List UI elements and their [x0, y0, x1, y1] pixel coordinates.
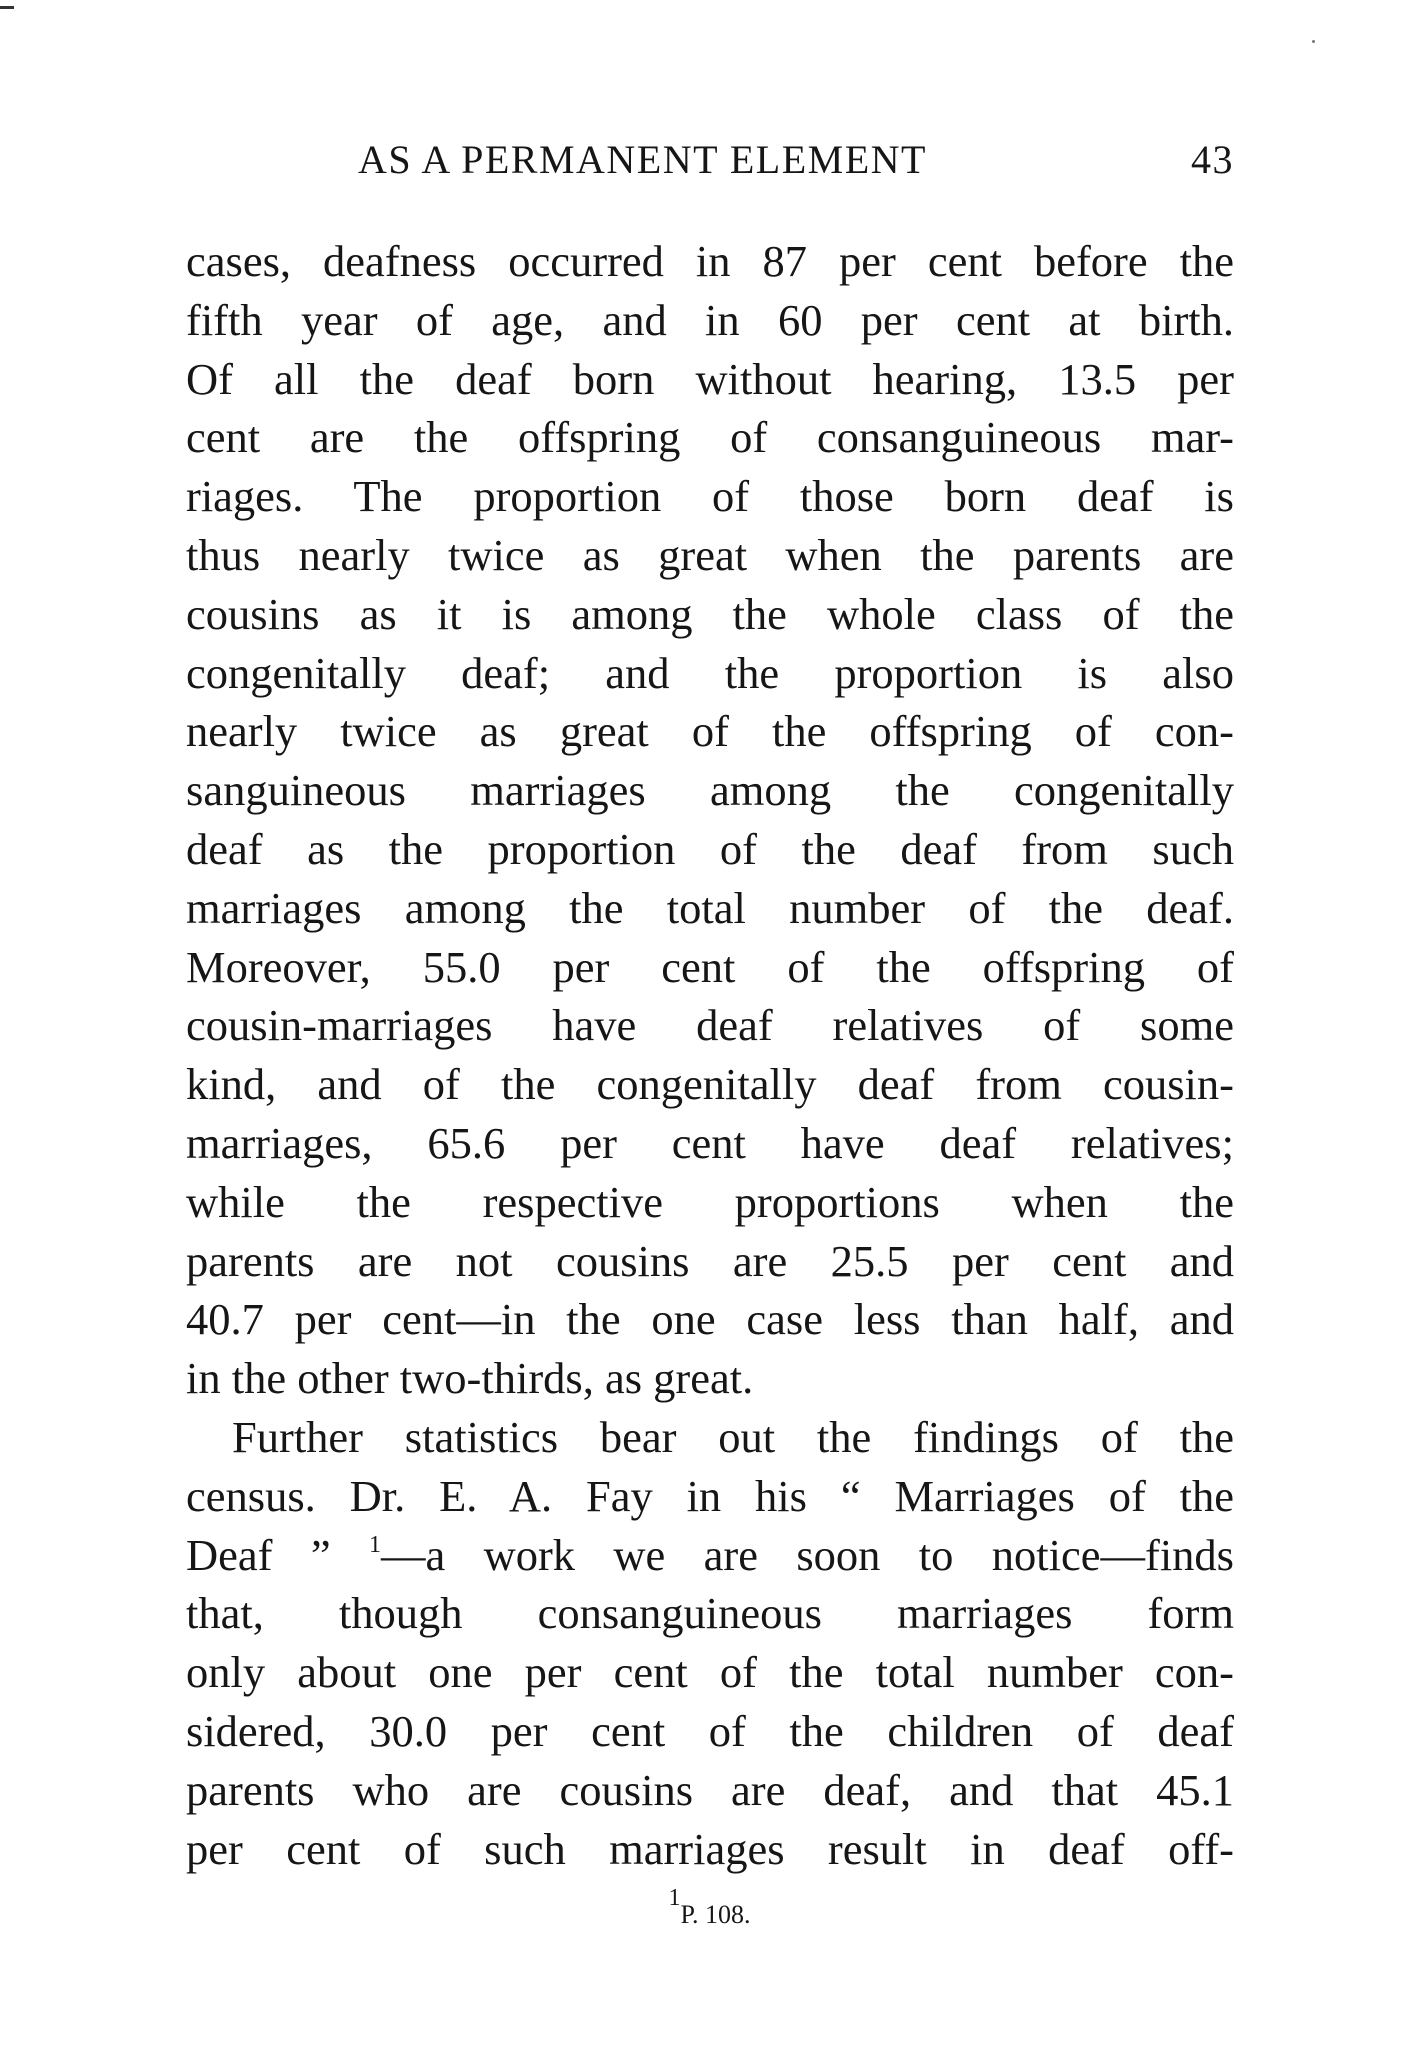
- text-line: riages. The proportion of those born deaf is: [186, 471, 1234, 522]
- text-line: only about one per cent of the total number con-: [186, 1647, 1234, 1698]
- page-header: [186, 136, 1234, 196]
- text-line: marriages, 65.6 per cent have deaf relatives;: [186, 1117, 1234, 1168]
- text-line: sidered, 30.0 per cent of the children of deaf: [186, 1705, 1234, 1756]
- paragraph-2: [186, 1408, 1234, 1878]
- footnote-reference[interactable]: 1: [368, 1531, 381, 1558]
- footnote: [0, 1885, 1419, 1930]
- text-line: marriages among the total number of the deaf.: [186, 882, 1234, 933]
- text-line: per cent of such marriages result in deaf off-: [186, 1823, 1234, 1874]
- footnote-text: P. 108.: [680, 1900, 751, 1929]
- text-line: fifth year of age, and in 60 per cent at birth.: [186, 294, 1234, 345]
- text-line: cent are the offspring of consanguineous mar-: [186, 412, 1234, 463]
- text-line: in the other two-thirds, as great.: [186, 1353, 754, 1404]
- text-line: cousin-marriages have deaf relatives of some: [186, 1000, 1234, 1051]
- text-line: thus nearly twice as great when the parents are: [186, 529, 1234, 580]
- footnote-marker: 1: [668, 1885, 681, 1911]
- text-line: census. Dr. E. A. Fay in his “ Marriages of the: [186, 1470, 1234, 1521]
- text-line: parents who are cousins are deaf, and that 45.1: [186, 1764, 1234, 1815]
- page-number: 43: [1191, 137, 1234, 182]
- text-line: nearly twice as great of the offspring of con-: [186, 706, 1234, 757]
- ref-line-before: Deaf ”: [186, 1529, 369, 1580]
- text-line: 40.7 per cent—in the one case less than half, and: [186, 1294, 1234, 1345]
- text-line: Moreover, 55.0 per cent of the offspring of: [186, 941, 1234, 992]
- text-line: parents are not cousins are 25.5 per cent and: [186, 1235, 1234, 1286]
- text-line: kind, and of the congenitally deaf from cousin-: [186, 1059, 1234, 1110]
- text-line: Of all the deaf born without hearing, 13.5 per: [186, 353, 1234, 404]
- paragraph-1: [186, 232, 1234, 1408]
- text-line: deaf as the proportion of the deaf from such: [186, 823, 1234, 874]
- text-line: Further statistics bear out the findings of the: [232, 1411, 1234, 1462]
- scan-speck: [1312, 40, 1315, 43]
- text-line-with-footnote-ref: [186, 1526, 1234, 1585]
- text-line: that, though consanguineous marriages form: [186, 1588, 1234, 1639]
- text-line: sanguineous marriages among the congenitally: [186, 765, 1234, 816]
- ref-line-after: —a work we are soon to notice—finds: [380, 1529, 1234, 1580]
- text-line: while the respective proportions when the: [186, 1176, 1234, 1227]
- scan-mark: [0, 6, 14, 9]
- body-text: [186, 232, 1234, 1878]
- running-title: AS A PERMANENT ELEMENT: [358, 137, 927, 182]
- text-line: congenitally deaf; and the proportion is also: [186, 647, 1234, 698]
- text-line: cases, deafness occurred in 87 per cent before the: [186, 236, 1234, 286]
- text-line: cousins as it is among the whole class of the: [186, 588, 1234, 639]
